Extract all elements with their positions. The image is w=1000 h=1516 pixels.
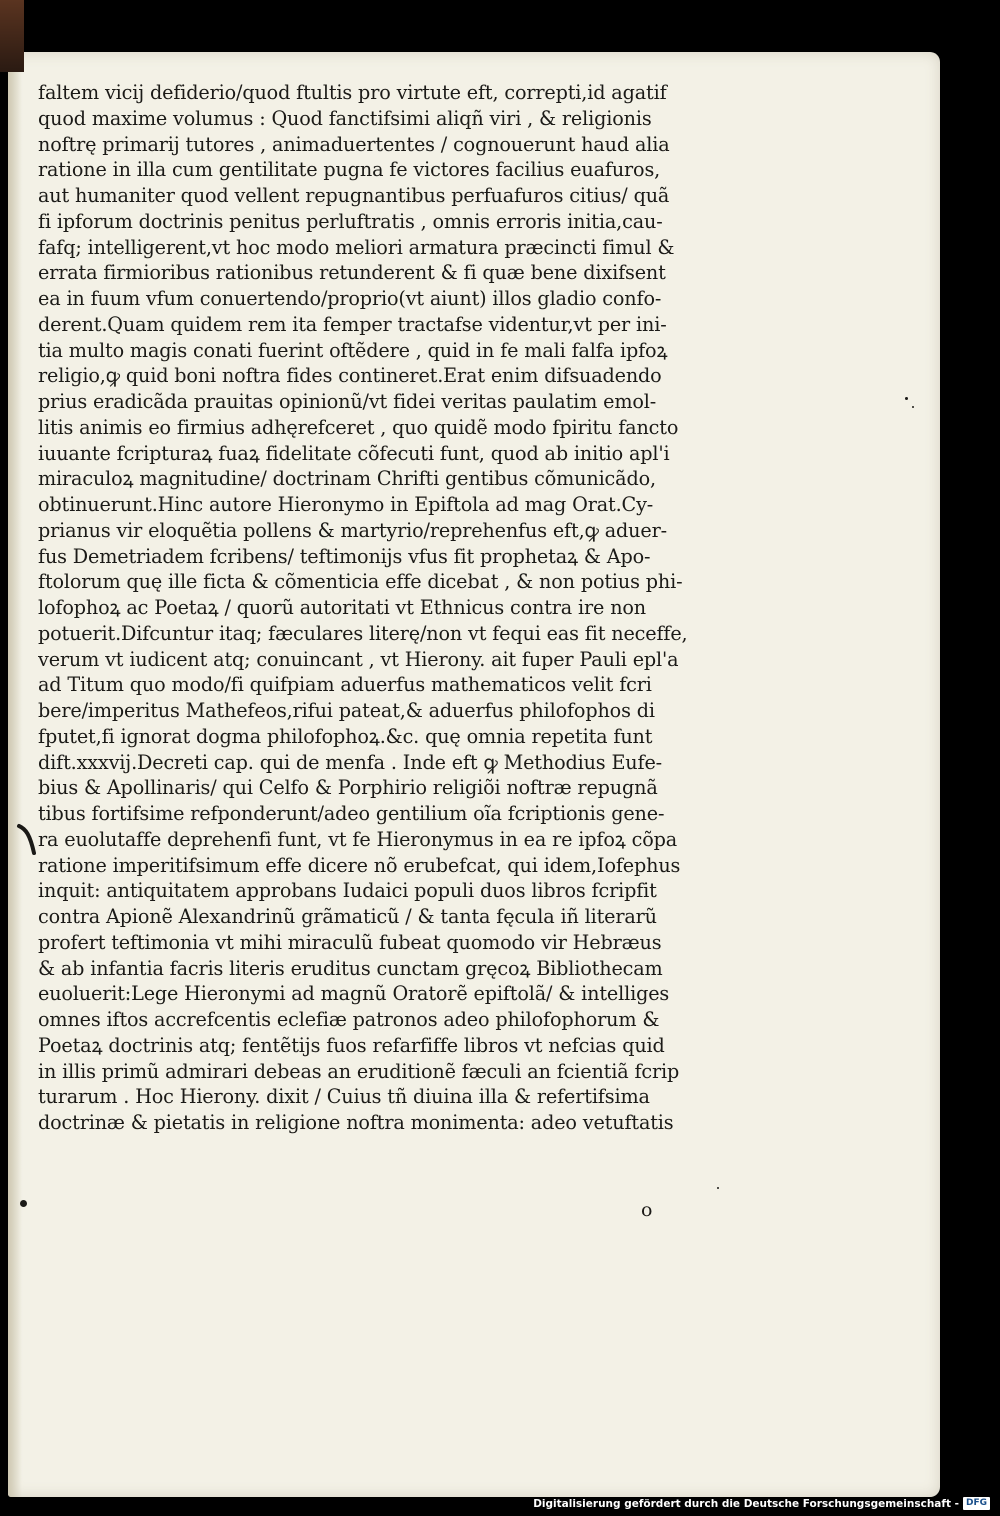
- text-line: fus Demetriadem fcribens/ teftimonijs vfus fit prophetaꝝ & Apo-: [38, 544, 651, 568]
- text-line: bere/imperitus Mathefeos,rifui pateat,& aduerfus philofophos di: [38, 699, 655, 722]
- text-line: religio,ꝙ quid boni noftra fides contineret.Erat enim difsuadendo: [38, 364, 662, 388]
- credit-text: Digitalisierung gefördert durch die Deutsche Forschungsgemeinschaft -: [533, 1497, 959, 1510]
- text-line: in illis primũ admirari debeas an eruditionẽ fæculi an fcientiã fcrip: [38, 1059, 680, 1083]
- text-line: bius & Apollinaris/ qui Celfo & Porphirio religiõi noftræ repugnã: [38, 776, 658, 800]
- text-line: prius eradicãda prauitas opinionũ/vt fidei veritas paulatim emol-: [38, 390, 657, 413]
- text-line: fputet,fi ignorat dogma philofophoꝝ.&c. quę omnia repetita funt: [38, 724, 653, 748]
- text-line: tia multo magis conati fuerint oftẽdere , quid in fe mali falfa ipfoꝝ: [38, 338, 668, 362]
- text-line: miraculoꝝ magnitudine/ doctrinam Chrifti gentibus cõmunicãdo,: [38, 467, 656, 491]
- ink-speck: [905, 397, 908, 400]
- ink-speck: [717, 1187, 719, 1189]
- dfg-logo: DFG: [963, 1497, 990, 1510]
- text-line: fafq; intelligerent,vt hoc modo meliori armatura præcincti fimul &: [38, 235, 675, 259]
- text-line: contra Apionẽ Alexandrinũ grãmaticũ / & tanta fęcula iñ literarũ: [38, 905, 657, 928]
- ink-speck: [912, 406, 914, 408]
- text-line: ratione imperitifsimum effe dicere nõ erubefcat, qui idem,Iofephus: [38, 853, 681, 877]
- book-cover-corner: [0, 0, 24, 72]
- text-line: ra euolutaffe deprehenfi funt, vt fe Hieronymus in ea re ipfoꝝ cõpa: [38, 827, 678, 851]
- text-line: omnes iftos accrefcentis eclefiæ patronos adeo philofophorum &: [38, 1008, 660, 1031]
- text-line: ratione in illa cum gentilitate pugna fe victores facilius euafuros,: [38, 158, 661, 182]
- text-line: doctrinæ & pietatis in religione noftra monimenta: adeo vetuftatis: [38, 1111, 674, 1134]
- text-line: profert teftimonia vt mihi miraculũ fubeat quomodo vir Hebræus: [38, 930, 662, 954]
- text-line: ftolorum quę ille ficta & cõmenticia effe dicebat , & non potius phi-: [38, 570, 683, 594]
- text-line: & ab infantia facris literis eruditus cunctam gręcoꝝ Bibliothecam: [38, 956, 663, 980]
- digitization-credit: [533, 1497, 990, 1510]
- ink-speck: [20, 1200, 27, 1207]
- text-line: tibus fortifsime refponderunt/adeo gentilium oĩa fcriptionis gene-: [38, 802, 665, 825]
- text-line: iuuante fcripturaꝝ fuaꝝ fidelitate cõfecuti funt, quod ab initio apl'i: [38, 441, 670, 465]
- text-line: prianus vir eloquẽtia pollens & martyrio/reprehenfus eft,ꝙ aduer-: [38, 518, 667, 542]
- text-line: euoluerit:Lege Hieronymi ad magnũ Oratorẽ epiftolã/ & intelliges: [38, 982, 670, 1006]
- printed-text-block: [38, 80, 720, 1136]
- page-gutter-shadow: [8, 52, 22, 1497]
- text-line: errata firmioribus rationibus retunderent & fi quæ bene dixifsent: [38, 261, 666, 285]
- text-line: verum vt iudicent atq; conuincant , vt Hierony. ait fuper Pauli epl'a: [38, 647, 679, 671]
- text-line: derent.Quam quidem rem ita femper tractafse videntur,vt per ini-: [38, 312, 667, 336]
- text-line: quod maxime volumus : Quod fanctifsimi aliqñ viri , & religionis: [38, 106, 652, 130]
- text-line: noftrę primarij tutores , animaduertentes / cognouerunt haud alia: [38, 132, 670, 156]
- text-line: potuerit.Difcuntur itaq; fæculares literę/non vt fequi eas fit neceffe,: [38, 621, 688, 645]
- margin-ink-mark: [16, 823, 38, 857]
- text-line: fi ipforum doctrinis penitus perluftratis , omnis erroris initia,cau-: [38, 209, 663, 233]
- text-line: ea in fuum vfum conuertendo/proprio(vt aiunt) illos gladio confo-: [38, 287, 662, 310]
- text-line: aut humaniter quod vellent repugnantibus perfuafuros citius/ quã: [38, 184, 670, 207]
- text-line: litis animis eo firmius adhęrefceret , quo quidẽ modo fpiritu fancto: [38, 415, 679, 439]
- signature-mark: o: [641, 1199, 653, 1221]
- text-line: lofophoꝝ ac Poetaꝝ / quorũ autoritati vt Ethnicus contra ire non: [38, 596, 647, 619]
- text-line: turarum . Hoc Hierony. dixit / Cuius tñ diuina illa & refertifsima: [38, 1085, 650, 1109]
- text-line: inquit: antiquitatem approbans Iudaici populi duos libros fcripfit: [38, 879, 657, 903]
- text-line: ad Titum quo modo/fi quifpiam aduerfus mathematicos velit fcri: [38, 673, 652, 697]
- text-line: dift.xxxvij.Decreti cap. qui de menfa . Inde eft ꝙ Methodius Eufe-: [38, 750, 663, 774]
- text-line: faltem vicij defiderio/quod ftultis pro virtute eft, correpti,id agatif: [38, 81, 667, 104]
- text-line: obtinuerunt.Hinc autore Hieronymo in Epiftola ad mag Orat.Cy-: [38, 493, 654, 516]
- text-line: Poetaꝝ doctrinis atq; fentẽtijs fuos refarfiffe libros vt nefcias quid: [38, 1033, 665, 1057]
